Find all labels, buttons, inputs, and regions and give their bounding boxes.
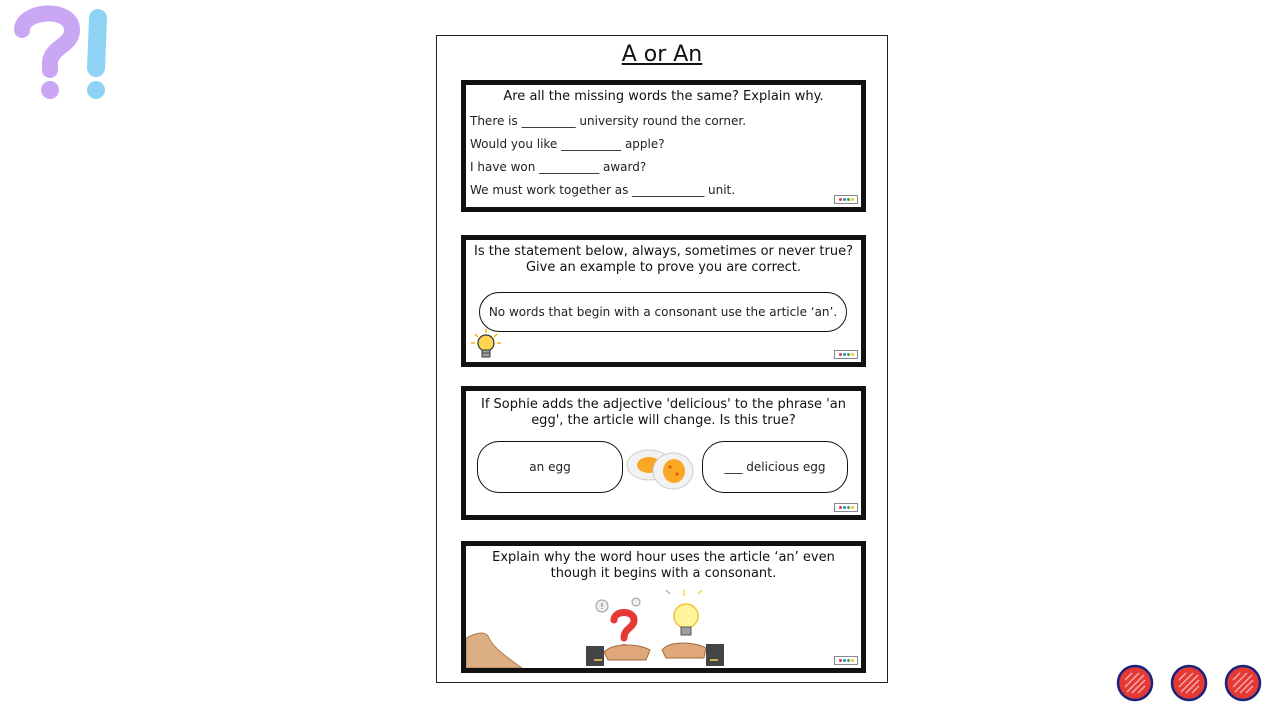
card-hour bbox=[461, 541, 866, 673]
idea-hand-icon bbox=[656, 590, 726, 668]
card-egg bbox=[461, 386, 866, 520]
card4-question: Explain why the word hour uses the article ‘an’ even though it begins with a consonant. bbox=[492, 550, 835, 581]
brand-logo bbox=[834, 195, 858, 204]
sentence-2: Would you like __________ apple? bbox=[470, 137, 665, 151]
sentence-4: We must work together as ____________ unit. bbox=[470, 183, 736, 197]
card1-question: Are all the missing words the same? Explain why. bbox=[503, 89, 824, 104]
card-missing-words bbox=[461, 80, 866, 212]
brand-logo bbox=[834, 656, 858, 665]
card-statement bbox=[461, 235, 866, 367]
phrase-an-egg: an egg bbox=[477, 441, 623, 493]
stamp-icon bbox=[1116, 664, 1154, 702]
stamp-icon bbox=[1170, 664, 1208, 702]
sentence-3: I have won __________ award? bbox=[470, 160, 647, 174]
brand-logo bbox=[834, 503, 858, 512]
card2-question: Is the statement below, always, sometimes or never true? Give an example to prove you are correct. bbox=[474, 244, 853, 275]
worksheet-title: A or An bbox=[621, 42, 703, 67]
stamp-group bbox=[1116, 664, 1262, 702]
worksheet bbox=[436, 35, 888, 683]
stamp-icon bbox=[1224, 664, 1262, 702]
egg-icon bbox=[625, 443, 699, 493]
card3-question: If Sophie adds the adjective 'delicious' to the phrase 'an egg', the article will change. Is this true? bbox=[481, 397, 846, 428]
sentence-1: There is _________ university round the corner. bbox=[470, 114, 747, 128]
question-hand-icon bbox=[584, 594, 656, 668]
statement-box: No words that begin with a consonant use the article ‘an’. bbox=[479, 292, 847, 332]
svg-text:!: ! bbox=[600, 602, 604, 611]
corner-shape-icon bbox=[466, 616, 526, 668]
phrase-delicious-egg: ___ delicious egg bbox=[702, 441, 848, 493]
lightbulb-icon bbox=[470, 328, 502, 362]
question-exclamation-icon bbox=[10, 0, 120, 110]
brand-logo bbox=[834, 350, 858, 359]
